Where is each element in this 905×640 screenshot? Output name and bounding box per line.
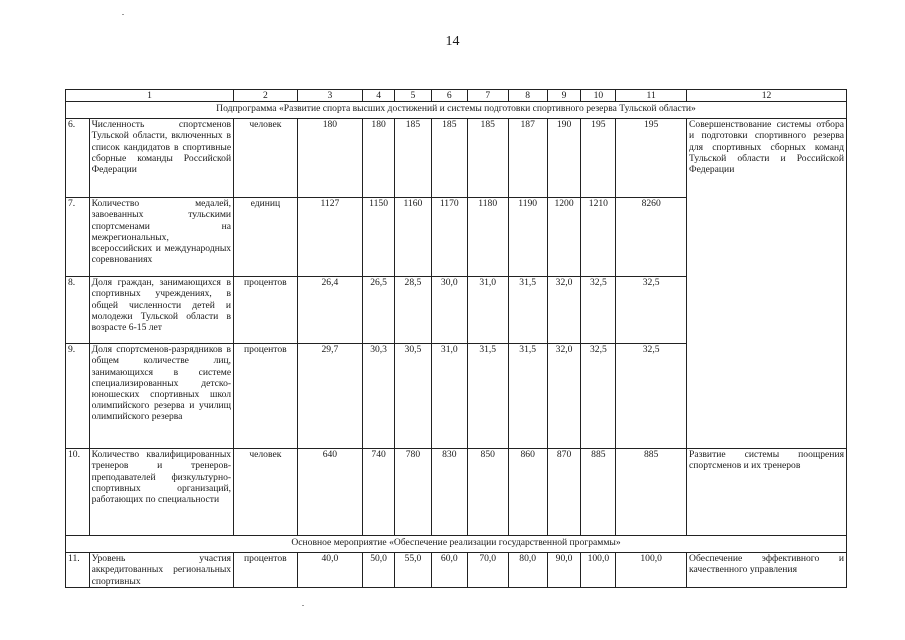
- unit-cell: человек: [234, 119, 298, 198]
- value-cell: 195: [616, 119, 687, 198]
- page-number: 14: [445, 34, 460, 49]
- row-number: 8.: [66, 277, 90, 344]
- value-cell: 830: [431, 449, 467, 536]
- value-cell: 55,0: [394, 553, 431, 588]
- unit-cell: процентов: [234, 553, 298, 588]
- value-cell: 1200: [547, 198, 581, 277]
- value-cell: 40,0: [297, 553, 363, 588]
- value-cell: 50,0: [363, 553, 395, 588]
- unit-cell: процентов: [234, 344, 298, 449]
- value-cell: 640: [297, 449, 363, 536]
- column-numbers-row: [66, 90, 847, 102]
- value-cell: 1160: [394, 198, 431, 277]
- value-cell: 32,5: [616, 277, 687, 344]
- column-number-cell: 5: [394, 90, 431, 102]
- indicator-name: Доля граждан, занимающихся в спортивных учреждениях, в общей численности детей и молодежи Тульской области в возрасте 6-15 лет: [89, 277, 234, 344]
- value-cell: 90,0: [547, 553, 581, 588]
- value-cell: 26,4: [297, 277, 363, 344]
- value-cell: 8260: [616, 198, 687, 277]
- row-number: 7.: [66, 198, 90, 277]
- value-cell: 885: [581, 449, 616, 536]
- row-number: 10.: [66, 449, 90, 536]
- indicator-name: Доля спортсменов-разрядников в общем количестве лиц, занимающихся в системе специализированных детско-юношеских спортивных школ олимпийского резерва и училищ олимпийского резерва: [89, 344, 234, 449]
- value-cell: 870: [547, 449, 581, 536]
- value-cell: 30,3: [363, 344, 395, 449]
- unit-cell: единиц: [234, 198, 298, 277]
- scan-speck: [302, 605, 304, 606]
- value-cell: 180: [363, 119, 395, 198]
- row-number: 11.: [66, 553, 90, 588]
- table-row: [66, 449, 847, 536]
- main-measure-row: [66, 536, 847, 553]
- column-number-cell: 8: [508, 90, 547, 102]
- value-cell: 32,0: [547, 344, 581, 449]
- result-cell: Обеспечение эффективного и качественного управления: [687, 553, 847, 588]
- value-cell: 190: [547, 119, 581, 198]
- indicator-name: Численность спортсменов Тульской области, включенных в список кандидатов в спортивные сборные команды Российской Федерации: [89, 119, 234, 198]
- subprogram-title: Подпрограмма «Развитие спорта высших достижений и системы подготовки спортивного резерва Тульской области»: [66, 102, 847, 119]
- column-number-cell: 7: [467, 90, 508, 102]
- value-cell: 32,5: [581, 344, 616, 449]
- main-measure-title: Основное мероприятие «Обеспечение реализации государственной программы»: [66, 536, 847, 553]
- value-cell: 31,5: [467, 344, 508, 449]
- indicator-name: Количество медалей, завоеванных тульскими спортсменами на межрегиональных, всероссийских и международных соревнованиях: [89, 198, 234, 277]
- value-cell: 28,5: [394, 277, 431, 344]
- column-number-cell: 10: [581, 90, 616, 102]
- value-cell: 30,0: [431, 277, 467, 344]
- value-cell: 1127: [297, 198, 363, 277]
- value-cell: 1210: [581, 198, 616, 277]
- value-cell: 32,5: [581, 277, 616, 344]
- indicators-table: [65, 89, 847, 588]
- value-cell: 185: [431, 119, 467, 198]
- value-cell: 1150: [363, 198, 395, 277]
- result-cell: Развитие системы поощрения спортсменов и их тренеров: [687, 449, 847, 536]
- scan-speck: [122, 14, 124, 15]
- value-cell: 31,5: [508, 277, 547, 344]
- value-cell: 860: [508, 449, 547, 536]
- value-cell: 187: [508, 119, 547, 198]
- value-cell: 1170: [431, 198, 467, 277]
- row-number: 9.: [66, 344, 90, 449]
- column-number-cell: 11: [616, 90, 687, 102]
- column-number-cell: 1: [66, 90, 234, 102]
- value-cell: 26,5: [363, 277, 395, 344]
- table-row: [66, 553, 847, 588]
- value-cell: 100,0: [616, 553, 687, 588]
- value-cell: 195: [581, 119, 616, 198]
- value-cell: 100,0: [581, 553, 616, 588]
- value-cell: 740: [363, 449, 395, 536]
- column-number-cell: 9: [547, 90, 581, 102]
- value-cell: 80,0: [508, 553, 547, 588]
- value-cell: 70,0: [467, 553, 508, 588]
- indicator-name: Количество квалифицированных тренеров и тренеров-преподавателей физкультурно-спортивных организаций, работающих по специальности: [89, 449, 234, 536]
- column-number-cell: 6: [431, 90, 467, 102]
- value-cell: 31,0: [431, 344, 467, 449]
- row-number: 6.: [66, 119, 90, 198]
- value-cell: 60,0: [431, 553, 467, 588]
- value-cell: 885: [616, 449, 687, 536]
- subprogram-row: [66, 102, 847, 119]
- value-cell: 1190: [508, 198, 547, 277]
- column-number-cell: 12: [687, 90, 847, 102]
- value-cell: 32,5: [616, 344, 687, 449]
- indicator-name: Уровень участия аккредитованных региональных спортивных: [89, 553, 234, 588]
- value-cell: 850: [467, 449, 508, 536]
- column-number-cell: 4: [363, 90, 395, 102]
- column-number-cell: 3: [297, 90, 363, 102]
- value-cell: 1180: [467, 198, 508, 277]
- unit-cell: человек: [234, 449, 298, 536]
- table-row: [66, 119, 847, 198]
- value-cell: 31,5: [508, 344, 547, 449]
- value-cell: 185: [394, 119, 431, 198]
- value-cell: 31,0: [467, 277, 508, 344]
- value-cell: 185: [467, 119, 508, 198]
- result-cell: Совершенствование системы отбора и подготовки спортивного резерва для спортивных сборных команд Тульской области и Российской Федерации: [687, 119, 847, 449]
- value-cell: 30,5: [394, 344, 431, 449]
- column-number-cell: 2: [234, 90, 298, 102]
- value-cell: 32,0: [547, 277, 581, 344]
- value-cell: 180: [297, 119, 363, 198]
- value-cell: 29,7: [297, 344, 363, 449]
- unit-cell: процентов: [234, 277, 298, 344]
- value-cell: 780: [394, 449, 431, 536]
